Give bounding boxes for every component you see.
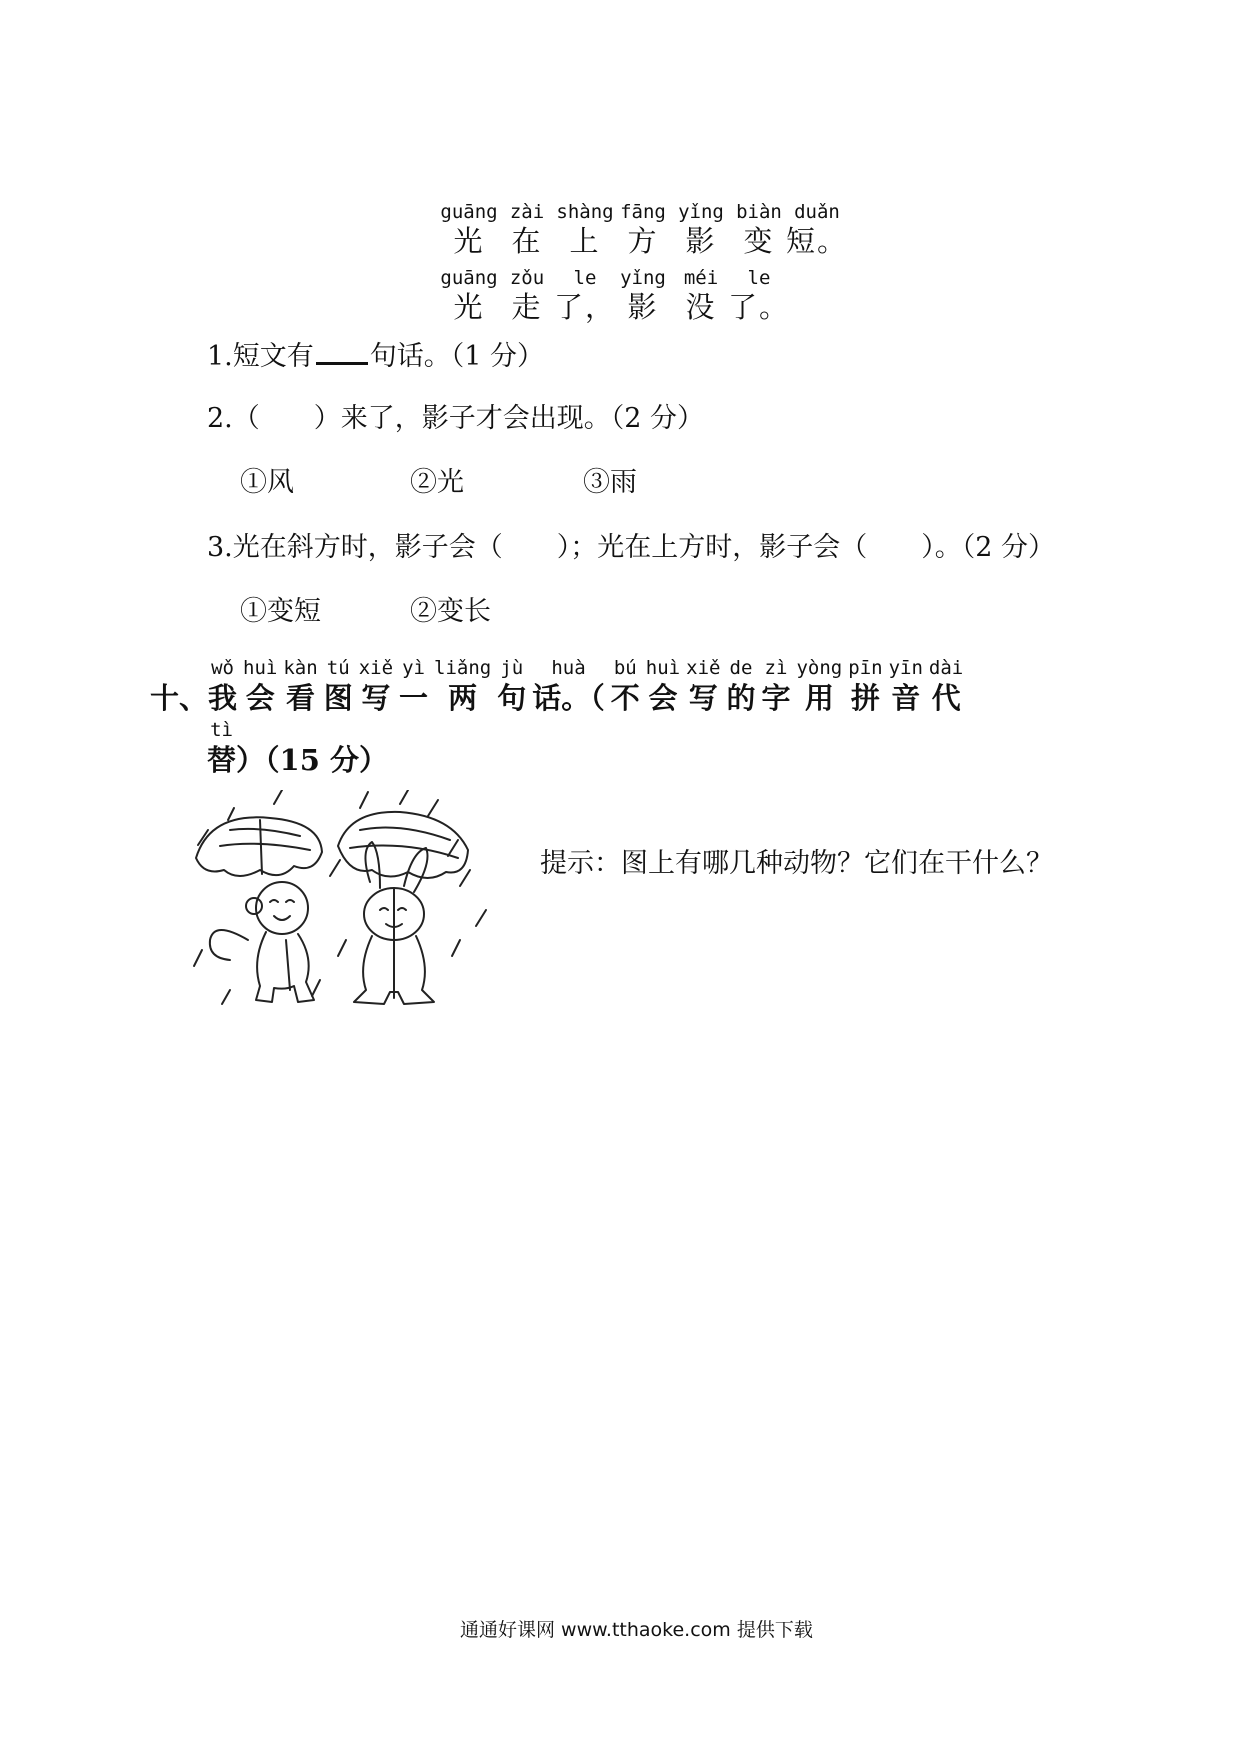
pinyin: le <box>747 267 771 289</box>
hanzi: 光 <box>453 290 485 324</box>
poem-line-2-char-5 <box>728 266 791 324</box>
hanzi: 音 <box>891 681 921 715</box>
monkey-rabbit-rain-illustration <box>190 790 520 1015</box>
pinyin: liǎng <box>434 657 492 679</box>
hanzi: 看 <box>286 681 316 715</box>
pinyin: de <box>729 657 753 679</box>
poem-line-2-char-3 <box>614 266 672 324</box>
hanzi: 没 <box>685 290 717 324</box>
heading-char-ti: tì 替 <box>207 719 237 777</box>
poem-line-2-char-0 <box>440 266 498 324</box>
heading-char-17 <box>929 656 963 716</box>
pinyin: kàn <box>283 657 318 679</box>
question-1 <box>207 336 544 375</box>
pinyin: yīn <box>888 657 923 679</box>
heading-char-9 <box>611 656 640 716</box>
hanzi: 一 <box>399 681 429 715</box>
pinyin: dài <box>928 657 964 679</box>
heading-char-2 <box>283 656 317 716</box>
hanzi: 变 <box>743 224 775 258</box>
heading-char-4 <box>359 656 393 716</box>
q2-option-3[interactable]: ③雨 <box>583 467 637 498</box>
heading-char-11 <box>686 656 720 716</box>
pinyin: huì <box>645 657 681 679</box>
question-3: 3.光在斜方时，影子会（ ）；光在上方时，影子会（ ）。（2 分） <box>207 532 1056 563</box>
pinyin: fāng <box>620 201 666 223</box>
heading-char-12 <box>726 656 755 716</box>
question-1-suffix: 句话。（1 分） <box>369 341 545 372</box>
pinyin: huà <box>551 657 586 679</box>
poem-line-1 <box>440 200 849 258</box>
pinyin: yì <box>402 657 425 679</box>
section-10-heading-line2 <box>207 718 388 778</box>
hanzi: 句 <box>497 681 527 715</box>
hanzi: 影 <box>685 224 717 258</box>
poem-line-1-char-4 <box>672 200 730 258</box>
poem-line-2-char-4 <box>672 266 730 324</box>
q2-option-2[interactable]: ②光 <box>410 467 464 498</box>
hanzi: 两 <box>448 681 478 715</box>
heading-char-6 <box>434 656 491 716</box>
hanzi: 走 <box>511 290 543 324</box>
heading-char-15 <box>848 656 882 716</box>
hanzi: 了。 <box>728 290 791 324</box>
pinyin: biàn <box>736 201 782 223</box>
hanzi: 在 <box>511 224 543 258</box>
heading-char-3 <box>324 656 353 716</box>
poem-line-1-char-1 <box>498 200 556 258</box>
pinyin: huì <box>243 657 278 679</box>
heading-char-0 <box>208 656 237 716</box>
poem-line-2-char-1 <box>498 266 556 324</box>
heading-char-7 <box>497 656 526 716</box>
heading-char-5 <box>399 656 428 716</box>
hanzi: 话。（ <box>532 681 605 715</box>
pinyin: zài <box>509 201 545 223</box>
poem-line-1-char-5 <box>730 200 788 258</box>
hanzi: 图 <box>323 681 353 715</box>
poem-line-2-char-2 <box>554 266 617 324</box>
hanzi: 会 <box>648 681 678 715</box>
pinyin: jù <box>500 657 524 679</box>
hint-text: 提示：图上有哪几种动物？它们在干什么？ <box>540 848 1053 879</box>
hanzi: 代 <box>931 681 961 715</box>
hanzi: 用 <box>804 681 834 715</box>
pinyin: zǒu <box>509 267 545 289</box>
hanzi: 上 <box>569 224 601 258</box>
pinyin: shàng <box>556 201 614 223</box>
pinyin: tú <box>326 657 350 679</box>
heading-char-14 <box>796 656 842 716</box>
poem-line-1-char-0 <box>440 200 498 258</box>
hanzi: 拼 <box>850 681 880 715</box>
pinyin: yǐng <box>620 267 666 289</box>
question-2: 2.（ ）来了，影子才会出现。（2 分） <box>207 403 705 434</box>
pinyin: duǎn <box>794 201 840 223</box>
pinyin: guāng <box>440 201 498 223</box>
pinyin: pīn <box>848 657 883 679</box>
q2-option-1[interactable]: ①风 <box>240 467 294 498</box>
poem-line-2 <box>440 266 791 324</box>
heading-score: ）（15 分） <box>236 743 388 777</box>
pinyin: bú <box>613 657 637 679</box>
hanzi: 的 <box>726 681 756 715</box>
hanzi: 了， <box>554 290 617 324</box>
hanzi: 写 <box>361 681 391 715</box>
pinyin: yǐng <box>678 201 724 223</box>
pinyin: zì <box>764 657 788 679</box>
heading-char-1 <box>243 656 277 716</box>
q3-option-2[interactable]: ②变长 <box>410 596 491 627</box>
heading-char-16 <box>889 656 923 716</box>
pinyin: xiě <box>686 657 721 679</box>
hanzi: 影 <box>627 290 659 324</box>
question-1-prefix: 1.短文有 <box>207 341 314 372</box>
hanzi: 光 <box>453 224 485 258</box>
hanzi: 写 <box>688 681 718 715</box>
pinyin: méi <box>683 267 719 289</box>
pinyin: guāng <box>440 267 498 289</box>
hanzi: 会 <box>245 681 275 715</box>
poem-line-1-char-6 <box>786 200 849 258</box>
hanzi: 字 <box>761 681 791 715</box>
heading-char-8 <box>532 656 605 716</box>
heading-char-13 <box>761 656 790 716</box>
footer-source: 通通好课网 www.tthaoke.com 提供下载 <box>460 1619 813 1641</box>
pinyin: wǒ <box>211 657 234 679</box>
q3-option-1[interactable]: ①变短 <box>240 596 321 627</box>
poem-line-1-char-3 <box>614 200 672 258</box>
pinyin: yòng <box>796 657 843 679</box>
pinyin: le <box>573 267 597 289</box>
hanzi: 不 <box>610 681 640 715</box>
section-number: 十、 <box>150 681 209 715</box>
hanzi: 方 <box>627 224 659 258</box>
hanzi: 我 <box>208 681 238 715</box>
pinyin: xiě <box>358 657 394 679</box>
poem-line-1-char-2 <box>556 200 614 258</box>
hanzi: 短。 <box>786 224 849 258</box>
section-10-heading <box>150 656 969 716</box>
heading-char-10 <box>646 656 680 716</box>
answer-blank[interactable] <box>316 336 368 365</box>
